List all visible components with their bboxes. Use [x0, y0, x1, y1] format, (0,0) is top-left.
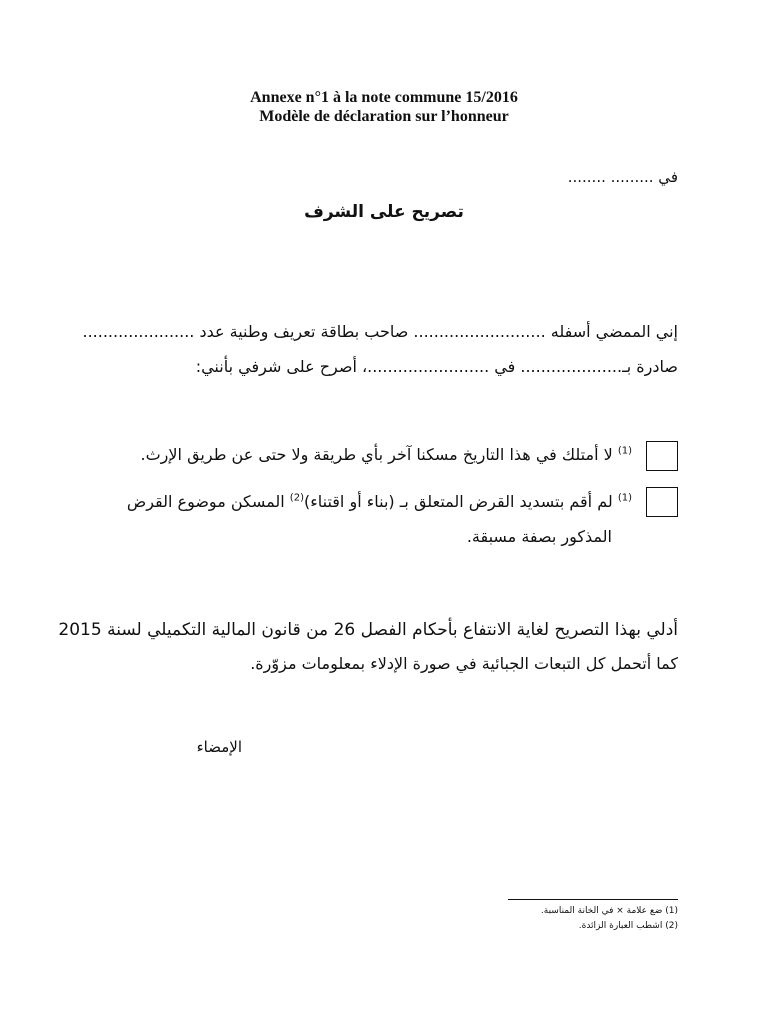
item-1-footnote-marker: (1): [617, 445, 632, 457]
item-2-text-after: المسكن موضوع القرض: [126, 492, 290, 511]
footnote-2-marker: (2): [665, 921, 678, 931]
footnote-2-text: اشطب العبارة الزائدة.: [578, 921, 663, 931]
item-1-text: لا أمتلك في هذا التاريخ مسكنا آخر بأي طريقة ولا حتى عن طريق الإرث.: [140, 445, 613, 464]
footnote-1-marker: (1): [665, 906, 678, 916]
header-line-2: Modèle de déclaration sur l’honneur: [259, 108, 509, 125]
document-header: [0, 88, 768, 126]
place-date-line: في ......... ........: [567, 168, 678, 186]
item-2-text-before: لم أقم بتسديد القرض المتعلق بـ (بناء أو اقتناء): [303, 492, 613, 511]
item-1-text-row: [141, 445, 632, 464]
footnote-separator: [508, 899, 678, 900]
checkbox-no-other-home[interactable]: [646, 441, 678, 471]
checkbox-loan-not-repaid[interactable]: [646, 487, 678, 517]
signature-label: الإمضاء: [196, 738, 242, 756]
header-line-1: Annexe n°1 à la note commune 15/2016: [250, 89, 518, 106]
identity-line-2: صادرة بـ.................... في ........................، أصرح على شرفي بأنني:: [195, 357, 678, 376]
identity-line-1: إني الممضي أسفله .......................... صاحب بطاقة تعريف وطنية عدد ......................: [82, 322, 678, 341]
item-2-footnote-marker: (1): [617, 492, 632, 504]
footnote-1-text: ضع علامة × في الخانة المناسبة.: [540, 906, 663, 916]
footnote-2: [579, 921, 678, 931]
item-2-text-row: [127, 492, 632, 511]
declaration-line-1: أدلي بهذا التصريح لغاية الانتفاع بأحكام الفصل 26 من قانون المالية التكميلي لسنة 2015: [58, 620, 678, 640]
footnote-1: [541, 906, 678, 916]
declaration-title: تصريح على الشرف: [304, 202, 464, 222]
declaration-line-2: كما أتحمل كل التبعات الجبائية في صورة الإدلاء بمعلومات مزوّرة.: [250, 654, 678, 673]
item-2-footnote-marker-2: (2): [289, 492, 304, 504]
item-2-text-line-2: المذكور بصفة مسبقة.: [466, 527, 612, 546]
